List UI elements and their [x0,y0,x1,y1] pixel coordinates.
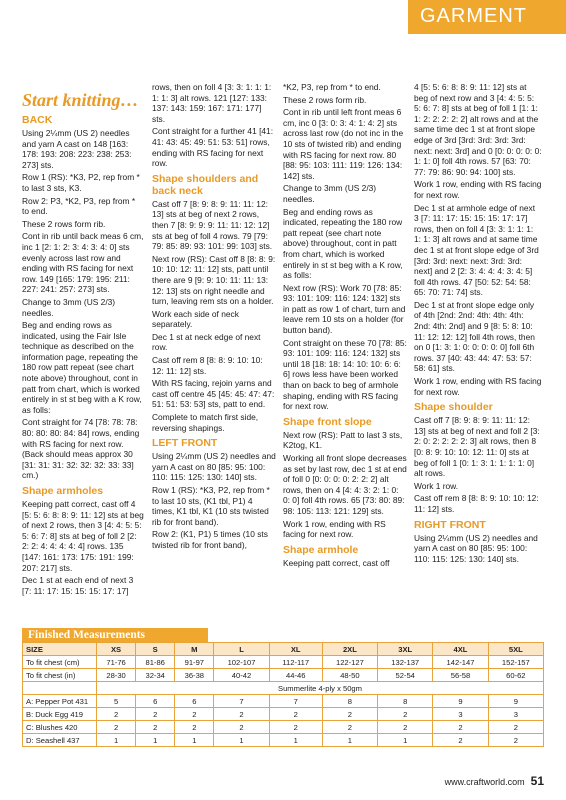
table-cell: 1 [322,734,377,747]
table-cell: 5 [97,695,136,708]
paragraph: These 2 rows form rib. [22,218,106,229]
table-cell: 3 [433,708,488,721]
table-cell: 2 [322,721,377,734]
paragraph: Cont straight on these 70 [78: 85: 93: 101: 109: 116: 124: 132] sts until 18 [18: 18: 14: 10: 10: 6: 6: 6] rows less have been worked than on back to beg of armhole shaping, ending with RS facing for next row. [283,337,407,412]
paragraph: Cast off rem 8 [8: 8: 9: 10: 10: 12: 11: 12] sts. [152,355,263,376]
table-title: Finished Measurements [22,628,208,642]
paragraph: Row 1 (RS): *K3, P2, rep from * to last 10 sts, (K1 tbl, P1) 4 times, K1 tbl, K1 (10 sts twisted rib for front band). [152,485,270,527]
paragraph: *K2, P3, rep from * to end. [283,82,381,92]
paragraph: Row 1 (RS): *K3, P2, rep from * to last 3 sts, K3. [22,172,140,193]
paragraph: Using 2¼mm (US 2) needles and yarn A cast on 80 [85: 95: 100: 110: 115: 125: 130: 140] sts. [414,532,538,564]
table-cell: A: Pepper Pot 431 [23,695,97,708]
table-cell: 2 [136,708,175,721]
table-cell: 2 [214,708,269,721]
table-cell: 142-147 [433,656,488,669]
table-cell: 122-127 [322,656,377,669]
table-cell: C: Blushes 420 [23,721,97,734]
table-cell: 1 [269,734,322,747]
table-cell: 2 [97,721,136,734]
paragraph: Cont straight for 74 [78: 78: 78: 80: 80: 80: 84: 84] rows, ending with RS facing for next row. (Back should meas approx 30 [31: 31: 31: 32: 32: 32: 33: 33] cm.) [22,417,140,481]
yarn-row [23,682,544,695]
table-cell: 2 [269,708,322,721]
table-cell: 1 [378,734,433,747]
table-cell: 32-34 [136,669,175,682]
paragraph: Cont in rib until left front meas 6 cm, inc 0 [3: 0: 3: 4: 1: 4: 2] sts across last row (do not inc in the 10 sts of twisted rib) and ending with RS facing for next row. 80 [88: 95: 103: 111: 119: 126: 134: 142] sts. [283,107,404,181]
paragraph: Cont straight for a further 41 [41: 41: 43: 45: 49: 51: 53: 51] rows, ending with RS facing for next row. [152,126,274,169]
right-front-heading: RIGHT FRONT [414,518,486,531]
table-cell: 2 [97,708,136,721]
table-cell: D: Seashell 437 [23,734,97,747]
paragraph: Work 1 row, ending with RS facing for next row. [414,376,542,397]
table-cell: 2 [488,734,543,747]
table-cell: 8 [322,695,377,708]
table-cell: To fit chest (in) [23,669,97,682]
paragraph: Row 2: P3, *K2, P3, rep from * to end. [22,195,136,217]
start-title: Start knitting… [22,90,139,110]
table-row [23,695,544,708]
table-cell: 91-97 [175,656,214,669]
table-cell: 4XL [433,643,488,656]
paragraph: Work 1 row, ending with RS facing for next row. [283,518,386,540]
table-cell: 60-62 [488,669,543,682]
page-number: 51 [530,774,544,788]
paragraph: 4 [5: 5: 6: 8: 8: 9: 11: 12] sts at beg of next row and 3 [4: 4: 5: 5: 5: 6: 7: 8] sts at beg of foll 1 [1: 1: 1: 2: 2: 2: 2: 2] alt rows and at the same time dec 1 st at front slope edge of 3rd [3rd: 3rd: 3rd: 3rd: next: next: 3rd] and 0 [0: 0: 0: 0: 0: 1: 1: 0] foll 4th rows. 57 [63: 70: 77: 79: 86: 90: 94: 100] sts. [414,82,542,177]
table-cell: 112-117 [269,656,322,669]
table-cell: 1 [136,734,175,747]
table-row [23,721,544,734]
paragraph: Dec 1 st at each end of next 3 [7: 11: 17: 15: 15: 15: 17: 17] [22,575,134,596]
table-grid [22,642,544,747]
table-cell: 2 [175,721,214,734]
table-cell: 2 [378,708,433,721]
footer-url: www.craftworld.com [444,777,525,787]
paragraph: Row 2: (K1, P1) 5 times (10 sts twisted rib for front band), [152,529,268,550]
table-cell: 132-137 [378,656,433,669]
shoulders-heading: Shape shoulders and back neck [152,172,259,197]
table-cell: 9 [433,695,488,708]
table-cell: 2XL [322,643,377,656]
section-tab [408,0,566,34]
paragraph: Using 2¼mm (US 2) needles and yarn A cast on 148 [163: 178: 193: 208: 223: 238: 253: 273] sts. [22,128,132,170]
yarn-label: Summerlite 4-ply x 50gm [97,682,544,695]
table-cell: XS [97,643,136,656]
table-cell: 102-107 [214,656,269,669]
paragraph: Keeping patt correct, cast off 4 [5: 5: 6: 8: 8: 9: 11: 12] sts at beg of next 2 rows, then 3 [4: 4: 5: 5: 5: 6: 7: 8] sts at beg of foll 2 [2: 2: 2: 4: 4: 4: 4: 4] rows. 135 [147: 161: 173: 175: 191: 199: 207: 217] sts. [22,499,144,573]
table-cell: 2 [488,721,543,734]
paragraph: Next row (RS): Cast off 8 [8: 8: 9: 10: 10: 12: 11: 12] sts, patt until there are 9 [9: 9: 10: 11: 11: 13: 12: 13] sts on right needle and turn, leaving rem sts on a holder. [152,253,276,307]
paragraph: Cast off 7 [8: 9: 8: 9: 11: 11: 12: 13] sts at beg of next and foll 2 [3: 2: 0: 2: 2: 2: 2: 3] alt rows, then 8 [0: 8: 9: 10: 10: 12: 11: 0] sts at beg of foll 1 [0: 1: 3: 1: 1: 1: 1: 0] alt rows. [414,415,540,479]
table-cell: 52-54 [378,669,433,682]
paragraph: Dec 1 st at front slope edge only of 4th [2nd: 2nd: 4th: 4th: 4th: 2nd: 4th: 2nd] and 9 [8: 5: 8: 10: 11: 12: 12: 12] foll 4th rows, then on 0 [1: 3: 1: 0: 0: 0: 0: 0] foll 6th rows. 37 [40: 43: 44: 47: 53: 57: 58: 61] sts. [414,299,535,374]
paragraph: Next row (RS): Patt to last 3 sts, K2tog, K1. [283,429,403,451]
table-cell: 6 [136,695,175,708]
column-3 [283,82,407,570]
paragraph: Cast off 7 [8: 9: 8: 9: 11: 11: 12: 13] sts at beg of next 2 rows, then 7 [8: 9: 9: 9: 11: 11: 12: 12] sts at beg of foll 4 rows. 79 [79: 79: 85: 89: 93: 101: 99: 103] sts. [152,198,273,252]
table-cell: 40-42 [214,669,269,682]
front-slope-heading: Shape front slope [283,415,372,428]
column-2 [152,82,276,553]
table-cell: XL [269,643,322,656]
paragraph: Change to 3mm (US 2/3) needles. [283,183,377,204]
column-1 [22,90,144,598]
paragraph: Cont in rib until back meas 6 cm, inc 1 [2: 1: 2: 3: 4: 3: 4: 0] sts evenly across last row and ending with RS facing for next row. 149 [165: 179: 195: 211: 227: 241: 257: 273] sts. [22,231,144,295]
table-cell: L [214,643,269,656]
table-header-row [23,643,544,656]
table-row [23,669,544,682]
table-row [23,656,544,669]
table-cell: 56-58 [433,669,488,682]
table-cell: B: Duck Egg 419 [23,708,97,721]
back-heading: BACK [22,114,53,126]
footer [445,774,544,788]
paragraph: Work each side of neck separately. [152,308,239,330]
table-cell: 71-76 [97,656,136,669]
armhole-heading: Shape armhole [283,543,359,556]
table-cell: 48-50 [322,669,377,682]
table-cell: 7 [269,695,322,708]
paragraph: Beg and ending rows as indicated, using the Fair Isle technique as described on the information page, repeating the 180 row patt repeat (see chart note above) throughout, cont in patt from chart, which is worked entirely in st st beg with a K row, as folls: [22,320,142,415]
table-cell: 2 [136,721,175,734]
table-cell: 3 [488,708,543,721]
paragraph: Dec 1 st at armhole edge of next 3 [7: 11: 17: 15: 15: 15: 17: 17] rows, then on foll 4 [3: 3: 1: 1: 1: 1: 1: 3] alt rows and at same time dec 1 st at front slope edge of 3rd [3rd: 3rd: next: next: 3rd: 3rd: next] and 2 [2: 3: 4: 4: 4: 3: 4: 5] foll 4th rows. 47 [50: 52: 54: 58: 65: 70: 71: 74] sts. [414,202,539,298]
table-cell: 1 [175,734,214,747]
paragraph: Dec 1 st at neck edge of next row. [152,331,261,353]
table-row [23,708,544,721]
table-cell: 2 [378,721,433,734]
table-cell: To fit chest (cm) [23,656,97,669]
table-cell: 9 [488,695,543,708]
table-cell: 2 [433,734,488,747]
table-cell: 36-38 [175,669,214,682]
paragraph: These 2 rows form rib. [283,94,367,105]
table-cell: 81-86 [136,656,175,669]
armholes-heading: Shape armholes [22,485,104,497]
table-cell: M [175,643,214,656]
table-cell: 1 [97,734,136,747]
table-cell: 152-157 [488,656,543,669]
table-cell: 5XL [488,643,543,656]
table-cell: 2 [433,721,488,734]
table-cell: 2 [269,721,322,734]
paragraph: Using 2¼mm (US 2) needles and yarn A cast on 80 [85: 95: 100: 110: 115: 125: 130: 140] sts. [152,451,276,483]
table-cell: 7 [214,695,269,708]
paragraph: Change to 3mm (US 2/3) needles. [22,296,116,318]
shoulder-heading: Shape shoulder [414,401,493,414]
table-cell: S [136,643,175,656]
section-title: GARMENT [420,5,527,27]
paragraph: Working all front slope decreases as set by last row, dec 1 st at end of foll 0 [0: 0: 0: 0: 2: 2: 2] alt rows, then on 4 [4: 4: 3: 2: 1: 0: 0: 0] foll 4th rows. 65 [73: 80: 89: 98: 105: 113: 121: 129] sts. [283,453,407,516]
paragraph: Work 1 row, ending with RS facing for next row. [414,179,542,200]
paragraph: Complete to match first side, reversing shapings. [152,412,259,433]
paragraph: rows, then on foll 4 [3: 3: 1: 1: 1: 1: 1: 3] alt rows. 121 [127: 133: 137: 143: 159: 167: 171: 177] sts. [152,82,272,124]
table-cell: 6 [175,695,214,708]
paragraph: Cast off rem 8 [8: 8: 9: 10: 10: 12: 11: 12] sts. [414,493,539,514]
table-cell: 3XL [378,643,433,656]
table-cell: 44-46 [269,669,322,682]
table-cell: 28-30 [97,669,136,682]
table-cell: 2 [214,721,269,734]
table-cell: 8 [378,695,433,708]
paragraph: With RS facing, rejoin yarns and cast off centre 45 [45: 45: 47: 47: 51: 51: 53: 53] sts, patt to end. [152,378,275,410]
paragraph: Work 1 row. [414,480,459,491]
table-cell: 1 [214,734,269,747]
paragraph: Next row (RS): Work 70 [78: 85: 93: 101: 109: 116: 124: 132] sts in patt as row 1 of chart, turn and leave rem 10 sts on a holder (for button band). [283,282,406,336]
table-row [23,734,544,747]
table-cell: SIZE [23,643,97,656]
paragraph: Keeping patt correct, cast off [283,557,390,568]
left-front-heading: LEFT FRONT [152,437,218,450]
table-cell [23,682,97,695]
table-cell: 2 [322,708,377,721]
paragraph: Beg and ending rows as indicated, repeating the 180 row patt repeat (see chart note above) throughout, cont in patt from chart, which is worked entirely in st st beg with a K row, as folls: [283,206,403,281]
column-4 [414,82,542,566]
table-cell: 2 [175,708,214,721]
